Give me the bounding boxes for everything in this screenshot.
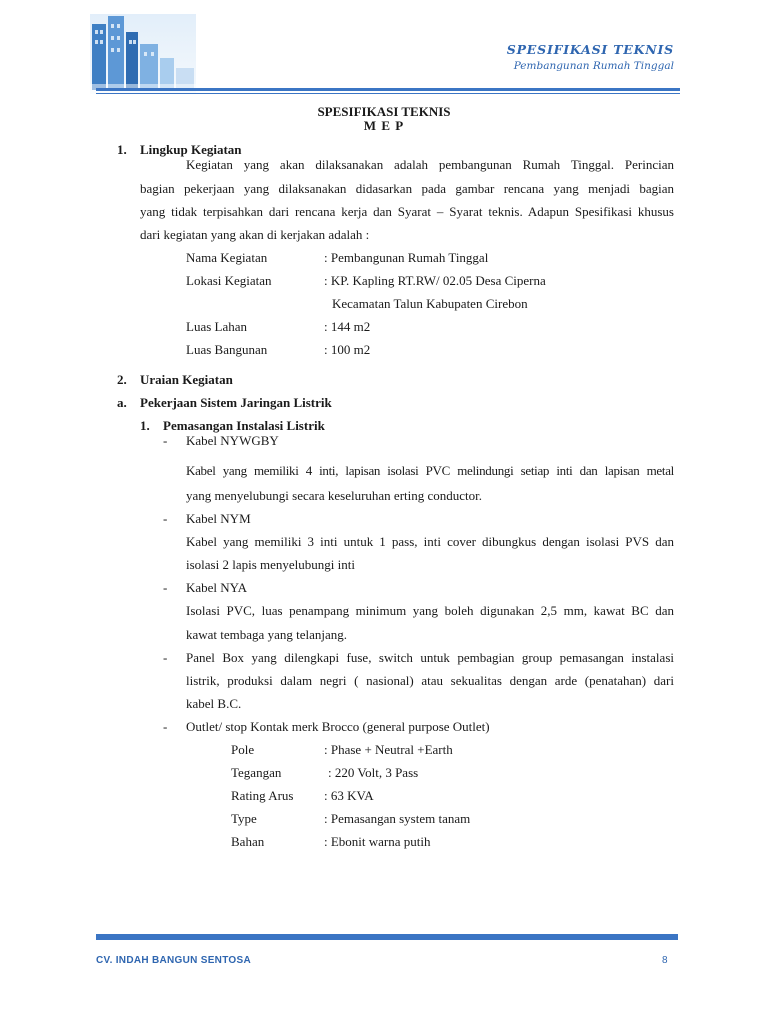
- spec-label: Pole: [231, 742, 255, 757]
- doc-subtitle: M E P: [363, 118, 405, 133]
- detail-label: Luas Lahan: [186, 319, 248, 334]
- header-rule: [96, 88, 680, 91]
- spec-label: Bahan: [231, 834, 265, 849]
- item-line: listrik, produksi dalam negri ( nasional) atau sekualitas dengan arde (penatahan) dari: [186, 673, 674, 688]
- bullet-dash: -: [163, 650, 168, 665]
- item-title: Kabel NYA: [186, 580, 248, 595]
- detail-label: Nama Kegiatan: [186, 250, 268, 265]
- detail-value: : 100 m2: [324, 342, 371, 357]
- detail-value: : 144 m2: [324, 319, 371, 334]
- header-subtitle: Pembangunan Rumah Tinggal: [513, 60, 674, 72]
- bullet-dash: -: [163, 433, 168, 448]
- spec-value: : 220 Volt, 3 Pass: [328, 765, 419, 780]
- item-line: isolasi 2 lapis menyelubungi inti: [186, 557, 355, 572]
- paragraph-line: bagian pekerjaan yang dilaksanakan didasarkan pada gambar rencana yang menjadi bagian: [140, 181, 674, 196]
- spec-label: Type: [231, 811, 257, 826]
- paragraph-line: dari kegiatan yang akan di kerjakan adalah :: [140, 227, 370, 242]
- subsection-1-heading: Pemasangan Instalasi Listrik: [163, 418, 325, 433]
- footer-rule: [96, 934, 678, 940]
- item-title: Kabel NYWGBY: [186, 433, 279, 448]
- page-number: 8: [662, 955, 668, 966]
- item-line: yang menyelubungi secara keseluruhan erting conductor.: [186, 488, 483, 503]
- detail-value: Kecamatan Talun Kabupaten Cirebon: [332, 296, 528, 311]
- item-line: Kabel yang memiliki 4 inti, lapisan isolasi PVC melindungi setiap inti dan lapisan metal: [186, 463, 674, 478]
- section-2-heading: Uraian Kegiatan: [140, 372, 233, 387]
- item-line: kawat tembaga yang telanjang.: [186, 627, 347, 642]
- item-line: Panel Box yang dilengkapi fuse, switch untuk pembagian group pemasangan instalasi: [186, 650, 674, 665]
- detail-value: : KP. Kapling RT.RW/ 02.05 Desa Ciperna: [324, 273, 546, 288]
- header-rule-thin: [96, 93, 680, 94]
- section-1-heading: Lingkup Kegiatan: [140, 142, 242, 157]
- spec-value: : 63 KVA: [324, 788, 374, 803]
- spec-value: : Pemasangan system tanam: [324, 811, 471, 826]
- item-line: Isolasi PVC, luas penampang minimum yang boleh digunakan 2,5 mm, kawat BC dan: [186, 603, 674, 618]
- spec-value: : Ebonit warna putih: [324, 834, 431, 849]
- subsection-1-number: 1.: [140, 418, 150, 433]
- detail-value: : Pembangunan Rumah Tinggal: [324, 250, 489, 265]
- subsection-a-number: a.: [117, 395, 127, 410]
- paragraph-line: Kegiatan yang akan dilaksanakan adalah pembangunan Rumah Tinggal. Perincian: [186, 157, 674, 172]
- bullet-dash: -: [163, 719, 168, 734]
- footer-company: CV. INDAH BANGUN SENTOSA: [96, 955, 251, 966]
- subsection-a-heading: Pekerjaan Sistem Jaringan Listrik: [140, 395, 332, 410]
- bullet-dash: -: [163, 511, 168, 526]
- company-logo: [90, 14, 196, 94]
- item-title: Outlet/ stop Kontak merk Brocco (general purpose Outlet): [186, 719, 490, 734]
- section-2-number: 2.: [117, 372, 127, 387]
- section-1-number: 1.: [117, 142, 127, 157]
- paragraph-line: yang tidak terpisahkan dari rencana kerja dan Syarat – Syarat teknis. Adapun Spesifikasi khusus: [140, 204, 674, 219]
- spec-label: Rating Arus: [231, 788, 294, 803]
- doc-title: SPESIFIKASI TEKNIS: [317, 104, 451, 119]
- spec-label: Tegangan: [231, 765, 282, 780]
- detail-label: Lokasi Kegiatan: [186, 273, 272, 288]
- bullet-dash: -: [163, 580, 168, 595]
- item-line: kabel B.C.: [186, 696, 242, 711]
- detail-label: Luas Bangunan: [186, 342, 268, 357]
- header-title: SPESIFIKASI TEKNIS: [506, 42, 674, 57]
- item-line: Kabel yang memiliki 3 inti untuk 1 pass, inti cover dibungkus dengan isolasi PVS dan: [186, 534, 674, 549]
- item-title: Kabel NYM: [186, 511, 251, 526]
- spec-value: : Phase + Neutral +Earth: [324, 742, 453, 757]
